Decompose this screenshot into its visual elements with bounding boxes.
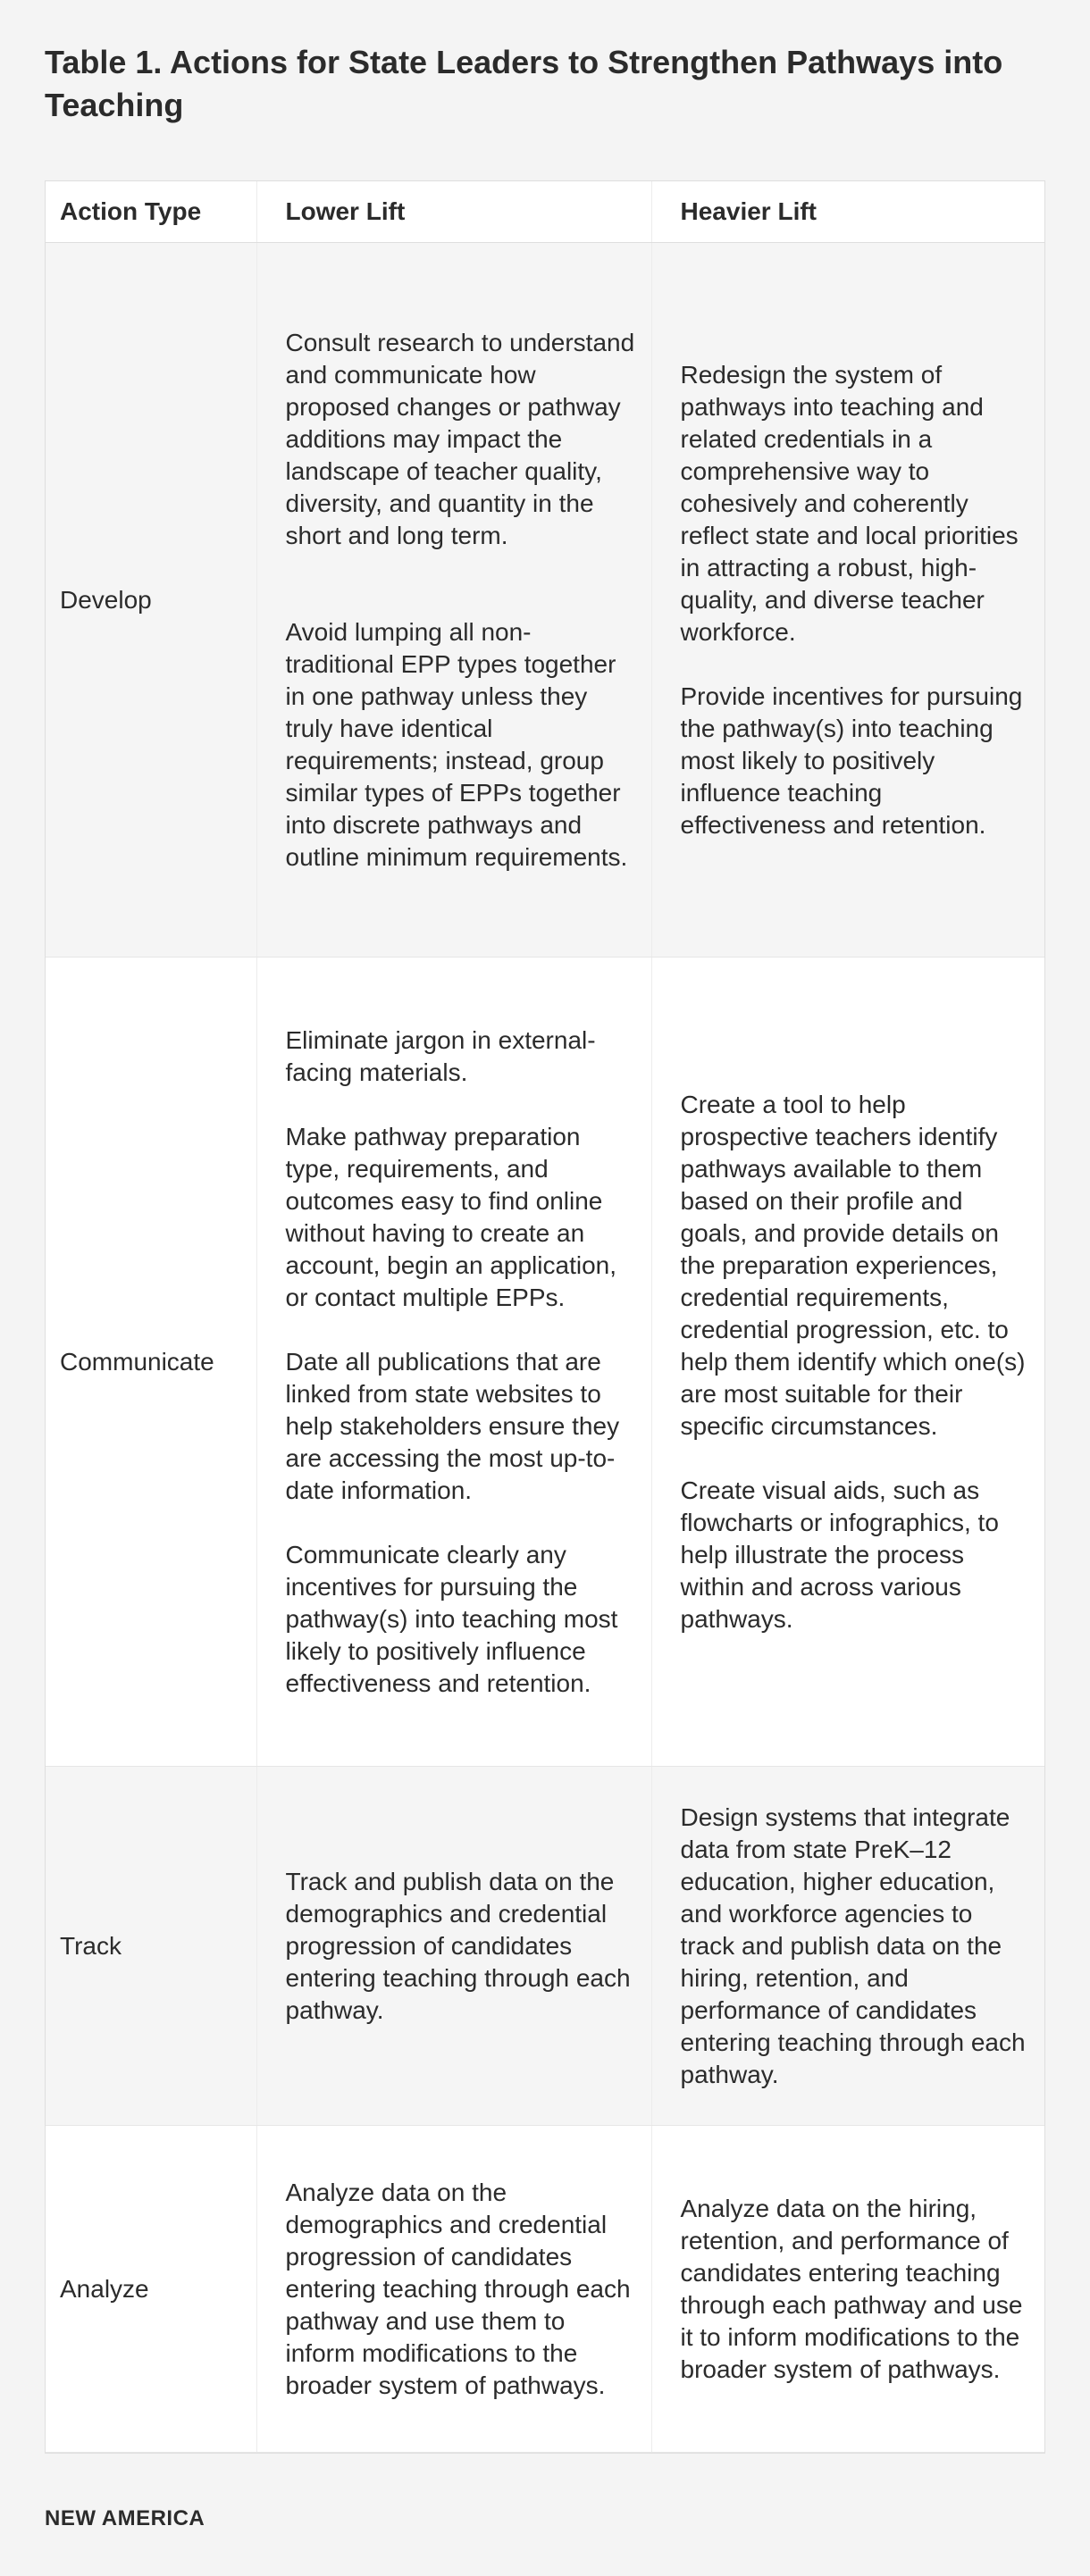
heavier-lift-item: Provide incentives for pursuing the pathway(s) into teaching most likely to positively influence teaching effectiveness and retention. bbox=[680, 682, 1023, 839]
actions-table bbox=[45, 180, 1045, 2454]
table-header-row bbox=[46, 181, 1044, 243]
lower-lift-item: Consult research to understand and communicate how proposed changes or pathway additions may impact the landscape of teacher quality, diversity, and quantity in the short and long term. bbox=[285, 328, 635, 549]
heavier-lift-item: Create a tool to help prospective teachers identify pathways available to them based on their profile and goals, and provide details on the preparation experiences, credential requirements, credential progression, etc. to help them identify which one(s) are most suitable for their specific circumstances. bbox=[680, 1090, 1026, 1440]
action-type-cell: Analyze bbox=[46, 2126, 256, 2453]
heavier-lift-item: Create visual aids, such as flowcharts or infographics, to help illustrate the process within and across various pathways. bbox=[680, 1476, 999, 1633]
action-type-cell: Track bbox=[46, 1767, 256, 2126]
table-row-track bbox=[46, 1767, 1044, 2126]
heavier-lift-item: Analyze data on the hiring, retention, and performance of candidates entering teaching through each pathway and use it to inform modifications to the broader system of pathways. bbox=[680, 2194, 1023, 2383]
lower-lift-item: Communicate clearly any incentives for pursuing the pathway(s) into teaching most likely to positively influence effectiveness and retention. bbox=[285, 1540, 618, 1697]
heavier-lift-cell bbox=[651, 2126, 1044, 2453]
column-header-heavier-lift: Heavier Lift bbox=[651, 181, 1044, 243]
lower-lift-item: Make pathway preparation type, requirements, and outcomes easy to find online without having to create an account, begin an application, or contact multiple EPPs. bbox=[285, 1122, 616, 1311]
heavier-lift-cell bbox=[651, 958, 1044, 1767]
heavier-lift-item: Design systems that integrate data from state PreK–12 education, higher education, and workforce agencies to track and publish data on the hiring, retention, and performance of candidates entering teaching through each pathway. bbox=[680, 1802, 1026, 2088]
lower-lift-item: Track and publish data on the demographics and credential progression of candidates entering teaching through each pathway. bbox=[285, 1867, 631, 2024]
action-type-cell: Communicate bbox=[46, 958, 256, 1767]
heavier-lift-item: Redesign the system of pathways into teaching and related credentials in a comprehensive way to cohesively and coherently reflect state and local priorities in attracting a robust, high-quality, and diverse teacher workforce. bbox=[680, 360, 1019, 646]
lower-lift-item: Eliminate jargon in external-facing materials. bbox=[285, 1025, 596, 1086]
lower-lift-cell bbox=[256, 1767, 651, 2126]
page-title: Table 1. Actions for State Leaders to Strengthen Pathways into Teaching bbox=[45, 44, 1003, 123]
publisher-logo-text: NEW AMERICA bbox=[45, 2506, 205, 2530]
table-row-analyze bbox=[46, 2126, 1044, 2453]
column-header-lower-lift: Lower Lift bbox=[256, 181, 651, 243]
table-row-develop bbox=[46, 243, 1044, 958]
lower-lift-item: Avoid lumping all non-traditional EPP types together in one pathway unless they truly have identical requirements; instead, group similar types of EPPs together into discrete pathways and outline minimum requirements. bbox=[285, 617, 628, 871]
action-type-cell: Develop bbox=[46, 243, 256, 958]
lower-lift-cell bbox=[256, 2126, 651, 2453]
lower-lift-cell bbox=[256, 243, 651, 958]
column-header-action-type: Action Type bbox=[46, 181, 256, 243]
lower-lift-cell bbox=[256, 958, 651, 1767]
lower-lift-item: Analyze data on the demographics and credential progression of candidates entering teaching through each pathway and use them to inform modifications to the broader system of pathways. bbox=[285, 2178, 631, 2399]
heavier-lift-cell bbox=[651, 243, 1044, 958]
heavier-lift-cell bbox=[651, 1767, 1044, 2126]
table-row-communicate bbox=[46, 958, 1044, 1767]
lower-lift-item: Date all publications that are linked from state websites to help stakeholders ensure they are accessing the most up-to-date information. bbox=[285, 1347, 620, 1504]
